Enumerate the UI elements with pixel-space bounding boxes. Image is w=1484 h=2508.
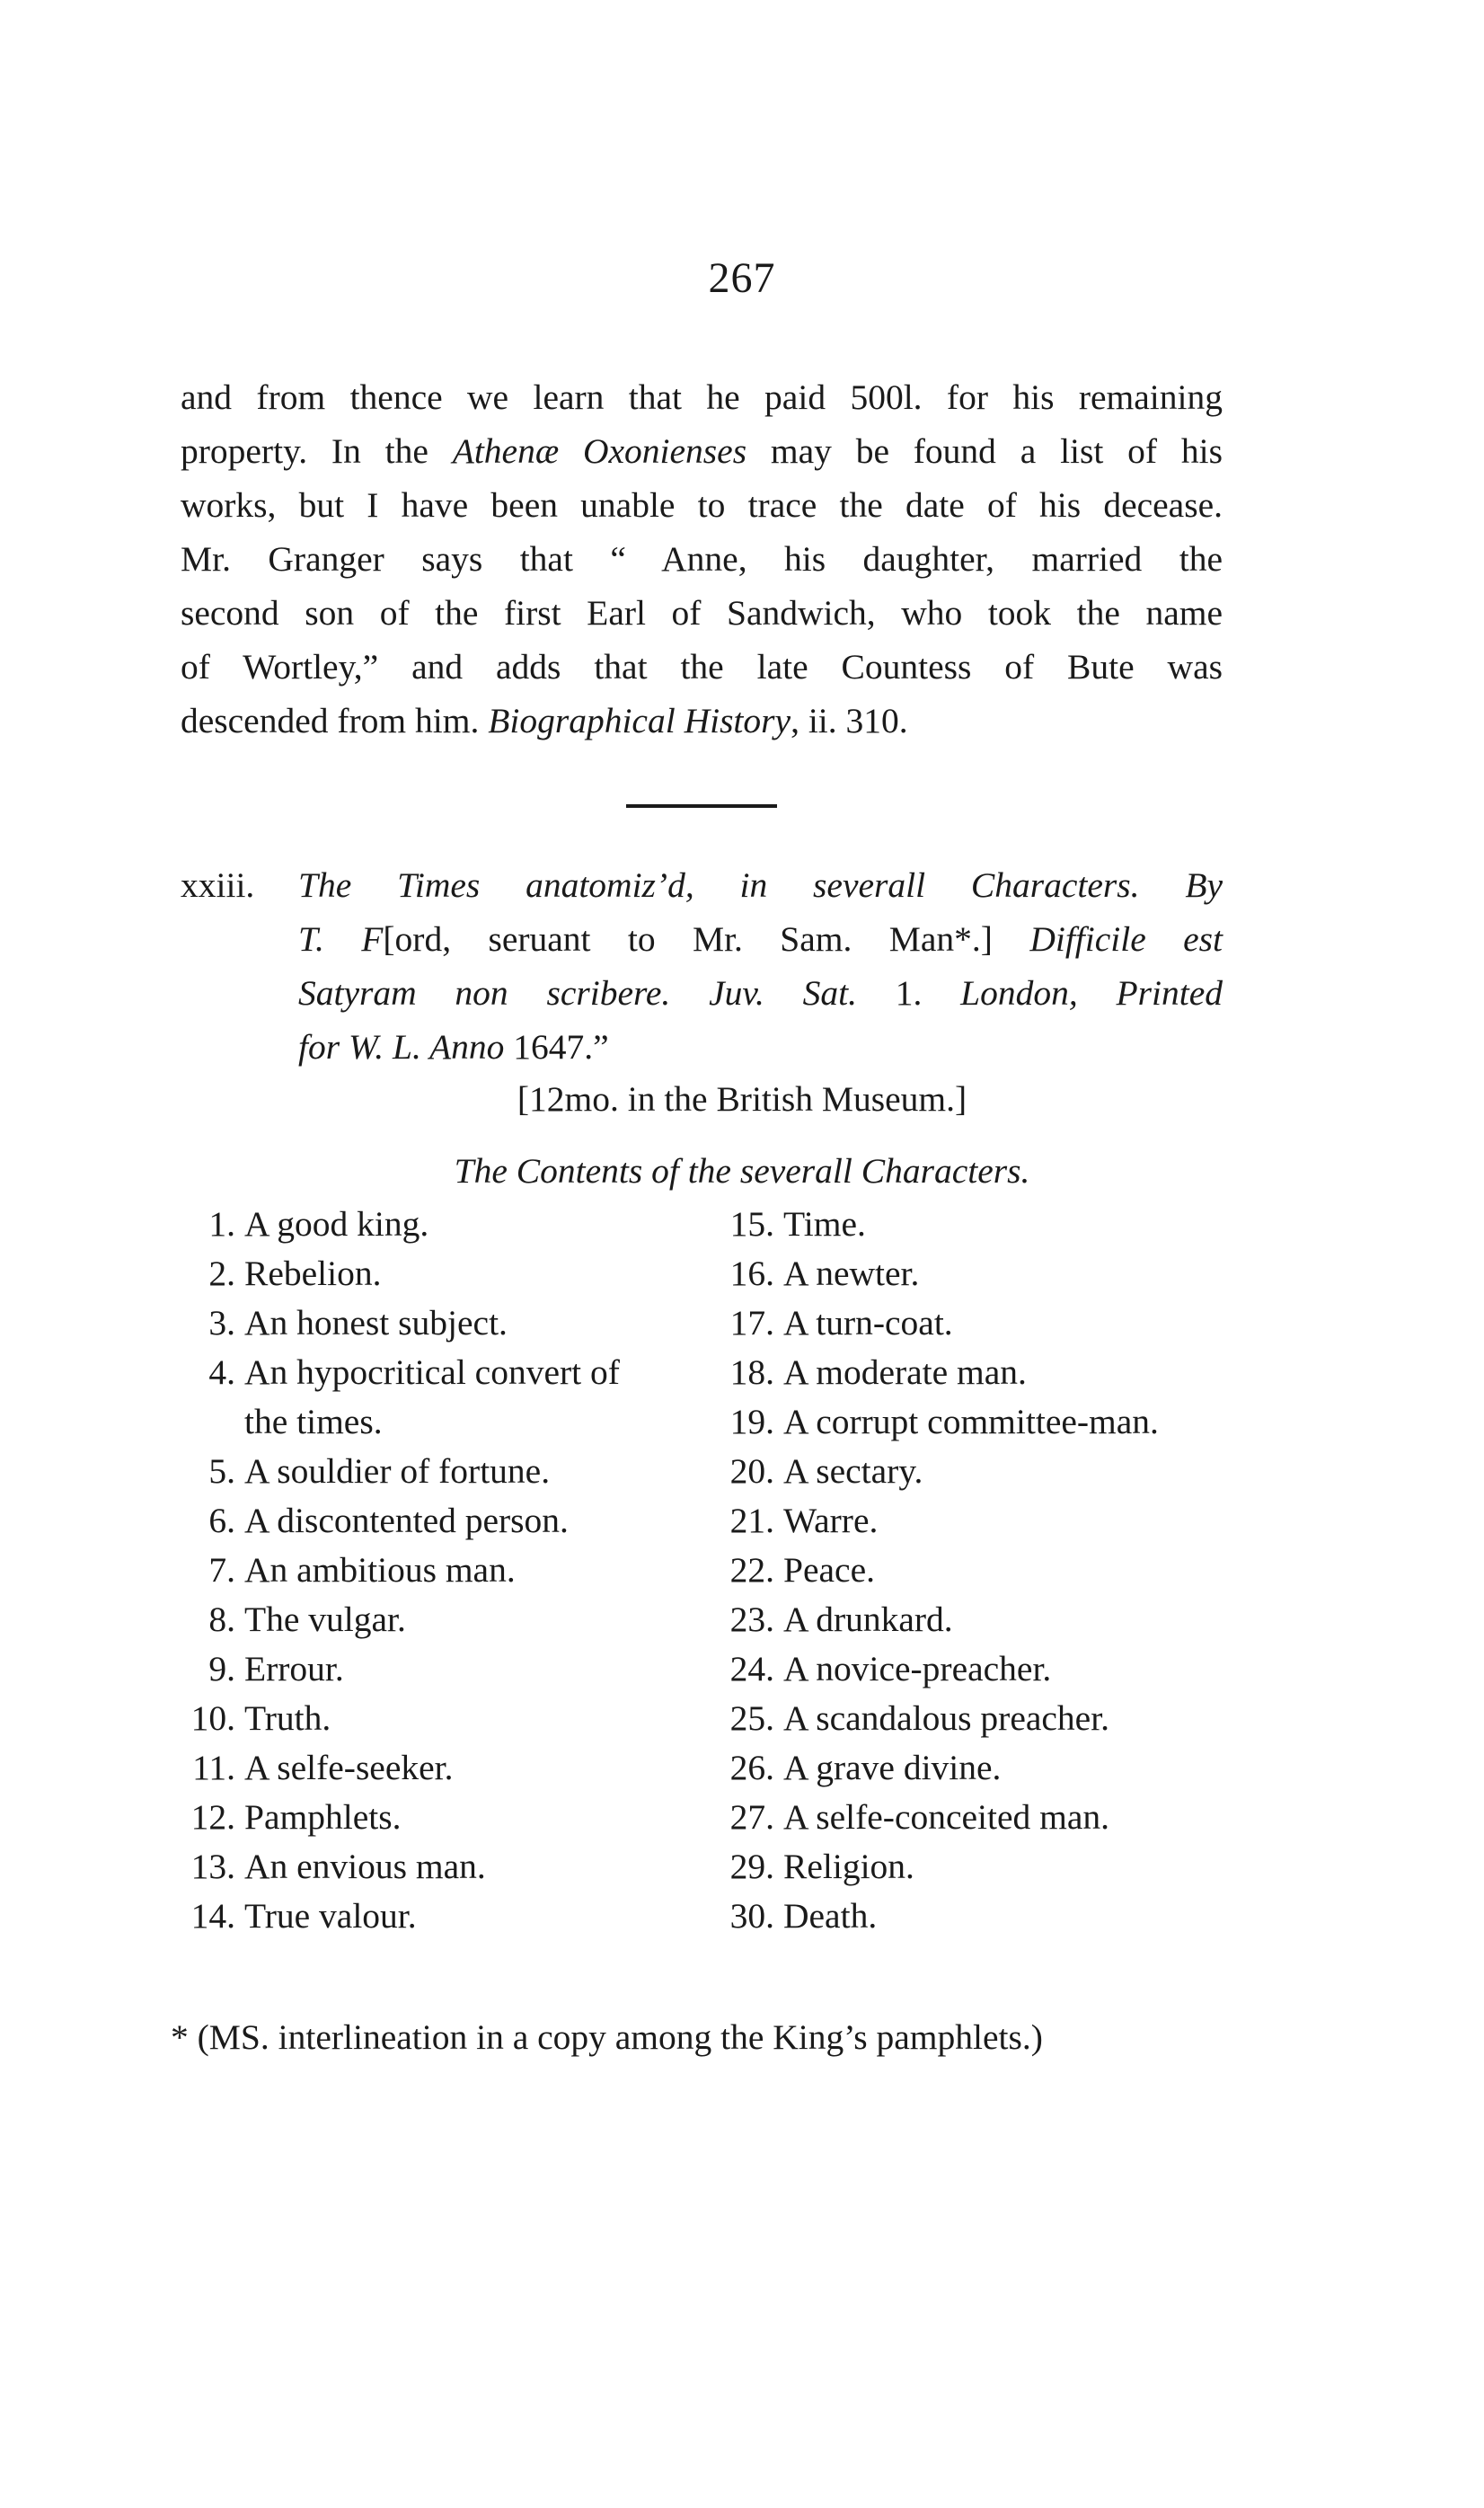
contents-item-text: An honest subject.: [244, 1303, 508, 1343]
paragraph-line: [181, 694, 1223, 748]
body-paragraph: [181, 370, 1223, 748]
contents-item-text: A newter.: [783, 1254, 920, 1293]
contents-item-number: 22.: [729, 1550, 774, 1590]
contents-item-text: A selfe-seeker.: [244, 1748, 454, 1787]
contents-item-text: An envious man.: [244, 1847, 486, 1886]
paragraph-text: , ii. 310.: [791, 701, 908, 740]
contents-item-text: A scandalous preacher.: [783, 1698, 1110, 1738]
contents-item-text: An ambitious man.: [244, 1550, 516, 1590]
contents-item: [162, 1892, 719, 1941]
contents-item-text: Religion.: [783, 1847, 914, 1886]
book-title-biographical-history: Biographical History: [488, 701, 791, 740]
contents-item-text: A moderate man.: [783, 1352, 1027, 1392]
contents-item-number: 11.: [192, 1748, 235, 1787]
contents-item-number: 14.: [190, 1896, 235, 1936]
contents-item: [701, 1348, 1258, 1397]
contents-item-number: 30.: [729, 1896, 774, 1936]
paragraph-text: property. In the: [181, 431, 453, 471]
contents-item-number: 25.: [729, 1698, 774, 1738]
entry-text: [ord, seruant to Mr. Sam. Man*.]: [383, 919, 1030, 959]
contents-item-text: A turn-coat.: [783, 1303, 953, 1343]
contents-item-number: 8.: [208, 1600, 235, 1639]
contents-item: [701, 1546, 1258, 1595]
contents-item: [162, 1793, 719, 1842]
paragraph-line: [181, 424, 1223, 478]
bibliographic-entry: [298, 858, 1223, 1074]
contents-item: [701, 1644, 1258, 1694]
entry-title: The Times anatomiz’d, in severall Characters. By: [298, 865, 1223, 905]
contents-item-number: 17.: [729, 1303, 774, 1343]
entry-text: 1.: [856, 973, 961, 1013]
contents-item: [162, 1694, 719, 1743]
page-number: 267: [708, 254, 776, 302]
contents-item-number: 19.: [729, 1402, 774, 1441]
contents-item: [162, 1298, 719, 1348]
book-title-athenae: Athenæ Oxonienses: [452, 431, 747, 471]
contents-item-number: 15.: [729, 1204, 774, 1244]
contents-item: [701, 1397, 1258, 1447]
contents-item-continuation: the times.: [244, 1402, 383, 1441]
contents-item-number: 16.: [729, 1254, 774, 1293]
entry-imprint: for W. L. Anno: [298, 1027, 505, 1067]
contents-item: [162, 1200, 719, 1249]
contents-item-number: 1.: [208, 1204, 235, 1244]
contents-item-text: A sectary.: [783, 1451, 923, 1491]
paragraph-text: descended from him.: [181, 701, 489, 740]
contents-item-number: 10.: [190, 1698, 235, 1738]
contents-item-text: Rebelion.: [244, 1254, 382, 1293]
contents-item: [701, 1249, 1258, 1298]
paragraph-line: works, but I have been unable to trace the date of his decease.: [181, 485, 1223, 525]
contents-item-text: A grave divine.: [783, 1748, 1002, 1787]
contents-item-number: 7.: [208, 1550, 235, 1590]
contents-item-text: A drunkard.: [783, 1600, 953, 1639]
contents-item: [162, 1743, 719, 1793]
contents-item-number: 26.: [729, 1748, 774, 1787]
contents-item-number: 13.: [190, 1847, 235, 1886]
contents-item: [701, 1694, 1258, 1743]
contents-item-text: A corrupt committee-man.: [783, 1402, 1159, 1441]
contents-item-number: 2.: [208, 1254, 235, 1293]
contents-item-text: A good king.: [244, 1204, 429, 1244]
contents-item-number: 29.: [729, 1847, 774, 1886]
contents-item-number: 18.: [729, 1352, 774, 1392]
contents-item-number: 27.: [729, 1797, 774, 1837]
contents-title: The Contents of the severall Characters.: [454, 1151, 1030, 1191]
entry-line: [298, 858, 1223, 912]
contents-item-text: Time.: [783, 1204, 866, 1244]
contents-item: [162, 1249, 719, 1298]
contents-item-text: A discontented person.: [244, 1501, 569, 1540]
contents-item-text: An hypocritical convert of: [244, 1352, 620, 1392]
entry-motto: Satyram non scribere. Juv. Sat.: [298, 973, 857, 1013]
entry-line: [298, 912, 1223, 966]
entry-line: [298, 966, 1223, 1020]
entry-imprint: London, Printed: [960, 973, 1223, 1013]
contents-item: [701, 1298, 1258, 1348]
footnote: * (MS. interlineation in a copy among the King’s pamphlets.): [171, 2017, 1043, 2057]
contents-item-text: A souldier of fortune.: [244, 1451, 551, 1491]
contents-item: [162, 1447, 719, 1496]
contents-right-column: [701, 1200, 1258, 1941]
entry-author-initials: T. F: [298, 919, 384, 959]
contents-item-text: Errour.: [244, 1649, 344, 1688]
section-divider: [626, 804, 777, 808]
contents-item: [162, 1496, 719, 1546]
contents-item-number: 21.: [729, 1501, 774, 1540]
paragraph-line: of Wortley,” and adds that the late Countess of Bute was: [181, 647, 1223, 687]
contents-item: [162, 1348, 719, 1397]
contents-item-number: 4.: [208, 1352, 235, 1392]
contents-item: [701, 1892, 1258, 1941]
contents-item-number: 20.: [729, 1451, 774, 1491]
entry-text: 1647.”: [504, 1027, 609, 1067]
contents-item-number: 5.: [208, 1451, 235, 1491]
paragraph-line: and from thence we learn that he paid 500l. for his remaining: [181, 377, 1223, 417]
contents-item: [162, 1842, 719, 1892]
contents-item-text: Warre.: [783, 1501, 879, 1540]
entry-motto: Difficile est: [1029, 919, 1223, 959]
contents-item: [162, 1595, 719, 1644]
contents-item-text: A novice-preacher.: [783, 1649, 1052, 1688]
contents-item-number: 6.: [208, 1501, 235, 1540]
contents-left-column: [162, 1200, 719, 1941]
contents-item: [701, 1595, 1258, 1644]
contents-item-text: Truth.: [244, 1698, 331, 1738]
contents-item-text: Pamphlets.: [244, 1797, 402, 1837]
contents-item-text: The vulgar.: [244, 1600, 406, 1639]
contents-item: [701, 1200, 1258, 1249]
entry-line: [298, 1020, 1223, 1074]
contents-item-number: 24.: [729, 1649, 774, 1688]
paragraph-line: second son of the first Earl of Sandwich, who took the name: [181, 593, 1223, 633]
contents-item: [701, 1743, 1258, 1793]
contents-item-text: Death.: [783, 1896, 878, 1936]
contents-item-text: Peace.: [783, 1550, 875, 1590]
contents-item: [701, 1842, 1258, 1892]
contents-item: [701, 1793, 1258, 1842]
contents-item: [701, 1496, 1258, 1546]
location-note: [12mo. in the British Museum.]: [517, 1079, 967, 1119]
contents-item-number: 12.: [190, 1797, 235, 1837]
contents-item-number: 9.: [208, 1649, 235, 1688]
entry-number: xxiii.: [181, 865, 255, 905]
contents-item: [701, 1447, 1258, 1496]
contents-item: [162, 1546, 719, 1595]
contents-item-number: 23.: [729, 1600, 774, 1639]
paragraph-text: may be found a list of his: [746, 431, 1223, 471]
contents-item-text: A selfe-conceited man.: [783, 1797, 1110, 1837]
contents-item-number: 3.: [208, 1303, 235, 1343]
contents-item-text: True valour.: [244, 1896, 417, 1936]
contents-item: [162, 1644, 719, 1694]
paragraph-line: Mr. Granger says that “ Anne, his daughter, married the: [181, 539, 1223, 579]
